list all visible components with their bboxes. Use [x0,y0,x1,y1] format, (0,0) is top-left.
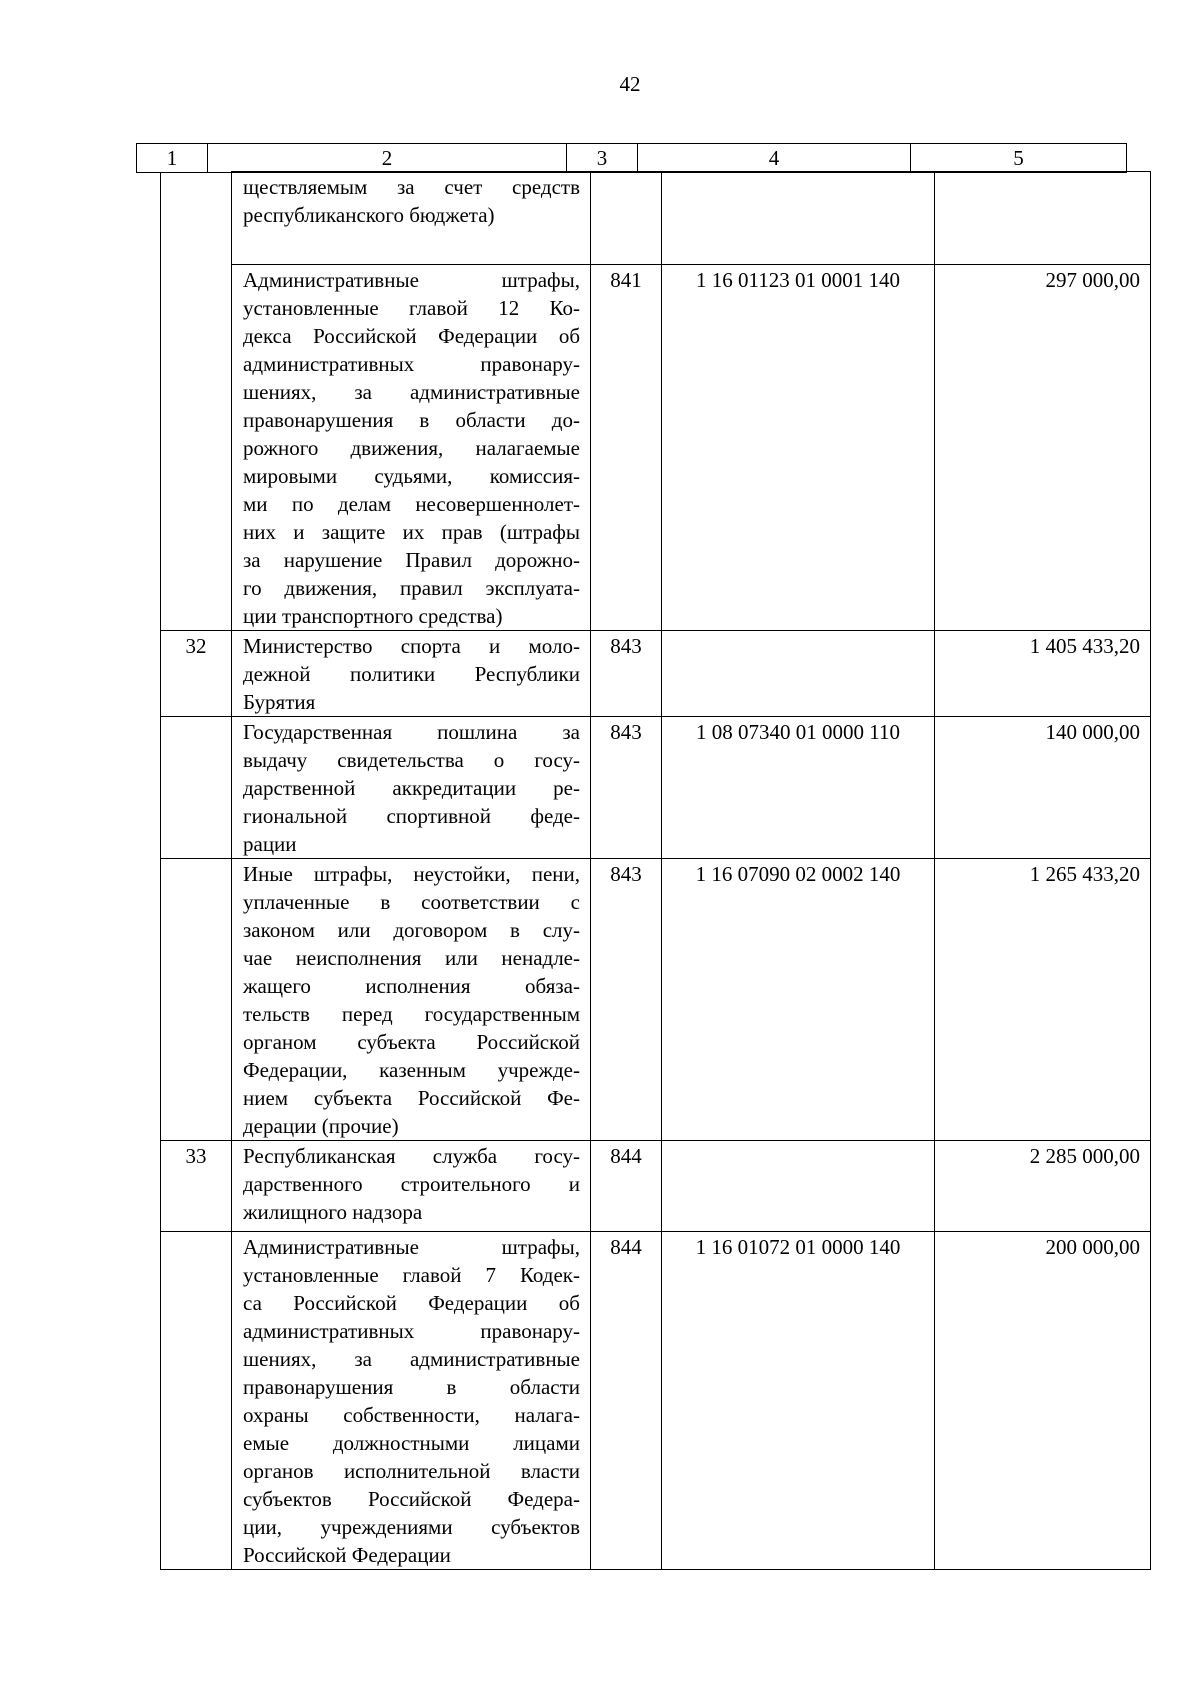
name-line: законом или договором в слу- [243,918,580,942]
name-line: дерации (прочие) [243,1114,399,1138]
name-line: уплаченные в соответствии с [243,890,580,914]
header-cell: 3 [567,144,638,173]
name-line: субъектов Российской Федера- [243,1487,580,1511]
row-number-cell [161,172,232,265]
admin-code-cell: 841 [591,265,662,631]
name-line: жилищного надзора [243,1200,423,1224]
name-cell [232,717,591,859]
row-number-cell [161,717,232,859]
table-row [161,717,1151,859]
name-line: Российской Федерации [243,1543,451,1567]
name-line: Иные штрафы, неустойки, пени, [243,862,580,886]
name-cell [232,172,591,265]
name-line: шениях, за административные [243,1347,580,1371]
page-number: 42 [619,72,641,96]
table-row [161,265,1151,631]
table-row [161,859,1151,1141]
header-cell: 4 [638,144,911,173]
admin-code-cell: 844 [591,1141,662,1232]
name-line: органов исполнительной власти [243,1459,580,1483]
header-cell: 1 [137,144,208,173]
budget-code-cell [662,1141,935,1232]
name-line: выдачу свидетельства о госу- [243,748,580,772]
amount-cell: 2 285 000,00 [935,1141,1151,1232]
name-line: рожного движения, налагаемые [243,436,580,460]
table-row [161,1141,1151,1232]
name-cell [232,1141,591,1232]
name-line: установленные главой 7 Кодек- [243,1263,580,1287]
amount-cell: 297 000,00 [935,265,1151,631]
budget-code-cell [662,631,935,717]
table-row [161,631,1151,717]
name-line: правонарушения в области [243,1375,580,1399]
name-line: за нарушение Правил дорожно- [243,548,580,572]
header-cell: 5 [911,144,1127,173]
name-cell [232,631,591,717]
table-row [161,172,1151,265]
amount-cell: 140 000,00 [935,717,1151,859]
row-number-cell [161,265,232,631]
column-number-header [136,143,1127,173]
name-line: ществляемым за счет средств [243,175,580,199]
name-line: декса Российской Федерации об [243,324,580,348]
name-line: гиональной спортивной феде- [243,804,580,828]
table-row [161,1232,1151,1570]
admin-code-cell: 843 [591,631,662,717]
admin-code-cell: 843 [591,717,662,859]
name-line: тельств перед государственным [243,1002,580,1026]
name-line: правонарушения в области до- [243,408,580,432]
row-number-cell: 32 [161,631,232,717]
name-line: мировыми судьями, комиссия- [243,464,580,488]
name-line: го движения, правил эксплуата- [243,576,580,600]
name-line: них и защите их прав (штрафы [243,520,580,544]
budget-code-cell: 1 08 07340 01 0000 110 [662,717,935,859]
header-cell: 2 [208,144,567,173]
admin-code-cell [591,172,662,265]
name-line: охраны собственности, налага- [243,1403,580,1427]
amount-cell [935,172,1151,265]
budget-code-cell: 1 16 01123 01 0001 140 [662,265,935,631]
name-line: Государственная пошлина за [243,720,580,744]
name-line: жащего исполнения обяза- [243,974,580,998]
budget-code-cell: 1 16 07090 02 0002 140 [662,859,935,1141]
name-line: Административные штрафы, [243,268,580,292]
name-line: Федерации, казенным учрежде- [243,1058,580,1082]
budget-code-cell [662,172,935,265]
name-cell [232,265,591,631]
name-line: Бурятия [243,690,316,714]
revenue-table [160,171,1151,1570]
budget-code-cell: 1 16 01072 01 0000 140 [662,1232,935,1570]
name-line: республиканского бюджета) [243,203,495,227]
row-number-cell [161,1232,232,1570]
name-line: органом субъекта Российской [243,1030,580,1054]
name-cell [232,859,591,1141]
name-line: емые должностными лицами [243,1431,580,1455]
name-line: чае неисполнения или ненадле- [243,946,580,970]
name-line: нием субъекта Российской Фе- [243,1086,580,1110]
name-line: шениях, за административные [243,380,580,404]
admin-code-cell: 843 [591,859,662,1141]
name-line: дарственного строительного и [243,1172,580,1196]
amount-cell: 1 265 433,20 [935,859,1151,1141]
name-line: ции транспортного средства) [243,604,503,628]
row-number-cell [161,859,232,1141]
name-line: административных правонару- [243,352,580,376]
name-line: дежной политики Республики [243,662,580,686]
row-number-cell: 33 [161,1141,232,1232]
name-line: са Российской Федерации об [243,1291,580,1315]
name-line: Административные штрафы, [243,1235,580,1259]
admin-code-cell: 844 [591,1232,662,1570]
name-line: установленные главой 12 Ко- [243,296,580,320]
name-cell [232,1232,591,1570]
amount-cell: 200 000,00 [935,1232,1151,1570]
header-row [137,144,1127,173]
amount-cell: 1 405 433,20 [935,631,1151,717]
name-line: административных правонару- [243,1319,580,1343]
name-line: дарственной аккредитации ре- [243,776,580,800]
name-line: Республиканская служба госу- [243,1144,580,1168]
name-line: рации [243,832,297,856]
name-line: ции, учреждениями субъектов [243,1515,580,1539]
name-line: ми по делам несовершеннолет- [243,492,580,516]
name-line: Министерство спорта и моло- [243,634,580,658]
